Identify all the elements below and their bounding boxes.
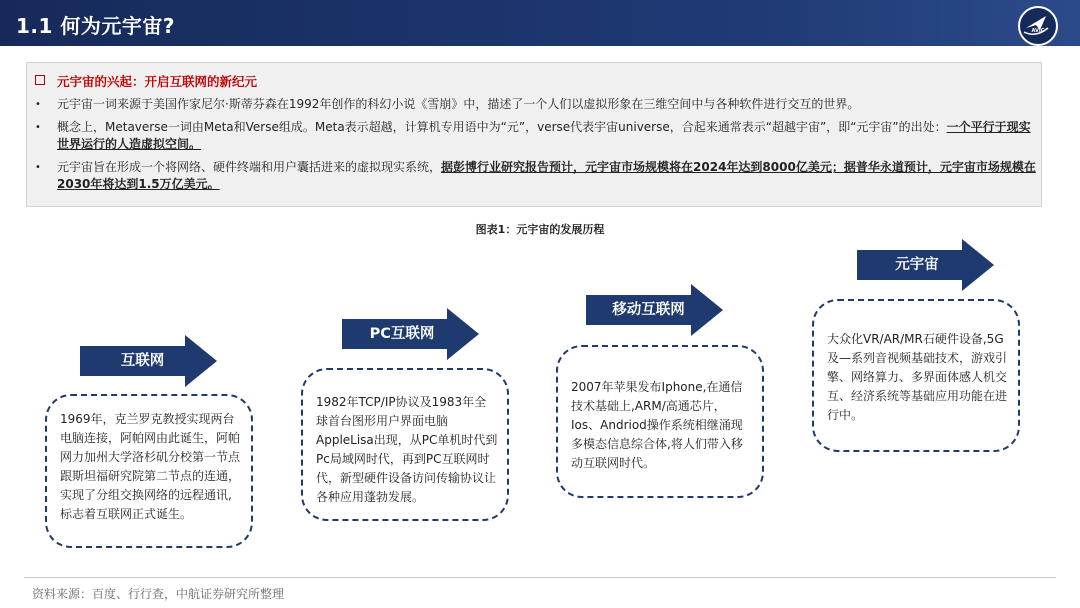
stage-card-pc-internet [301,368,509,521]
bullet-text-plain: 元宇宙旨在形成一个将网络、硬件终端和用户囊括进来的虚拟现实系统， [57,160,442,174]
stage-arrow-metaverse [857,239,994,291]
bullet-text [57,119,1042,153]
stage-arrow-internet [80,335,217,387]
stage-description: 2007年苹果发布Iphone,在通信技术基础上,ARM/高通芯片，Ios、Andriod操作系统相继涌现多模态信息综合体,将人们带入移动互联网时代。 [571,380,743,470]
plane-icon [1020,8,1052,40]
bullet-text [57,159,1042,193]
stage-arrow-mobile-internet [586,284,723,336]
stage-description: 1982年TCP/IP协议及1983年全球首台图形用户界面电脑AppleLisa出现，从PC单机时代到Pc局域网时代，再到PC互联网时代，新型硬件设备访问传输协议让各种应用蓬勃发展。 [316,395,498,504]
figure-title: 图表1：元宇宙的发展历程 [475,223,605,236]
bullet-dot-icon: • [35,162,41,173]
source-note: 资料来源：百度、行行查，中航证券研究所整理 [32,587,285,601]
intro-panel [26,62,1042,207]
page-title: 1.1 何为元宇宙? [16,14,175,38]
stage-card-internet [45,394,253,548]
stage-arrow-pc-internet [342,308,479,360]
footer-divider [24,577,1056,578]
stage-card-mobile-internet [556,345,764,498]
bullet-text-emphasis: 一个平行于现实世界运行的人造虚拟空间。 [57,120,1031,151]
stage-description: 大众化VR/AR/MR石硬件设备,5G及—系列音视频基础技术，游戏引擎、网络算力、多界面体感人机交互、经济系统等基础应用功能在进行中。 [827,332,1008,422]
intro-heading-text: 元宇宙的兴起：开启互联网的新纪元 [57,74,258,89]
stage-label: 元宇宙 [895,257,939,273]
stage-label: 移动互联网 [612,302,685,318]
square-bullet-icon [35,75,45,85]
stage-label: PC互联网 [369,326,435,342]
bullet-text-plain: 概念上，Metaverse一词由Meta和Verse组成。Meta表示超越，计算机专用语中为“元”，verse代表宇宙universe，合起来通常表示“超越宇宙”，即“元宇宙”的出处： [57,120,947,134]
stage-description: 1969年，克兰罗克教授实现两台电脑连接，阿帕网由此诞生，阿帕网力加州大学洛杉矶分校第一节点跟斯坦福研究院第二节点的连通，实现了分组交换网络的远程通讯,标志着互联网正式诞生。 [60,412,241,521]
bullet-text: 元宇宙一词来源于美国作家尼尔·斯蒂芬森在1992年创作的科幻小说《雪崩》中，描述了一个人们以虚拟形象在三维空间中与各种软件进行交互的世界。 [57,97,860,111]
stage-label: 互联网 [120,353,165,369]
bullet-text-emphasis: 据彭博行业研究报告预计，元宇宙市场规模将在2024年达到8000亿美元；据普华永道预计，元宇宙市场规模在2030年将达到1.5万亿美元。 [57,160,1036,191]
company-logo [1018,6,1058,46]
logo-text: AVIC [1031,28,1045,34]
stage-card-metaverse [812,299,1020,452]
header-bar [0,0,1080,46]
bullet-dot-icon: • [35,99,41,110]
intro-heading [35,72,257,90]
bullet-dot-icon: • [35,122,41,133]
